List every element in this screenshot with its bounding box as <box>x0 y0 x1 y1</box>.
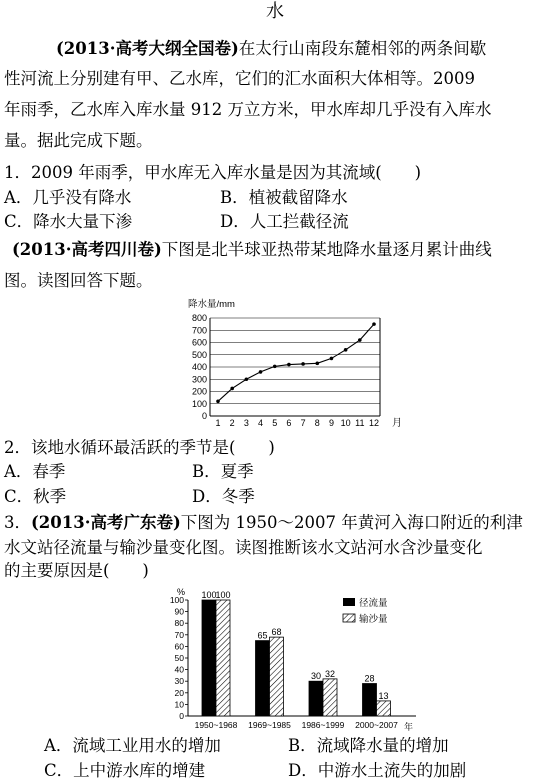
chart2-y-tick-label: 10 <box>174 699 184 710</box>
chart1-point <box>259 370 263 374</box>
chart1-point <box>245 377 249 381</box>
precipitation-chart <box>180 296 410 432</box>
q3-option-d[interactable]: D．中游水土流失的加剧 <box>288 761 467 780</box>
q2-option-a[interactable]: A．春季 <box>4 462 66 481</box>
q3-line1 <box>4 513 523 533</box>
chart1-point <box>230 387 234 391</box>
chart2-y-tick-label: 60 <box>174 641 184 652</box>
chart2-year-unit: 年 <box>404 722 414 732</box>
chart2-y-tick-label: 20 <box>174 687 184 698</box>
chart2-category-label: 1986~1999 <box>301 720 345 730</box>
chart1-gridlines <box>210 318 380 416</box>
chart1-x-tick-label: 6 <box>286 418 292 428</box>
q2-option-b[interactable]: B．夏季 <box>192 462 254 481</box>
chart1-y-ticks <box>192 313 207 421</box>
chart2-y-tick-label: 100 <box>169 595 184 605</box>
chart1-y-tick-label: 200 <box>191 386 207 397</box>
legend-sediment-label: 输沙量 <box>359 614 388 625</box>
passage2-source: (2013·高考四川卷) <box>12 240 162 259</box>
q3-line2: 水文站径流量与输沙量变化图。读图推断该水文站河水含沙量变化 <box>4 538 483 557</box>
chart1-x-tick-label: 11 <box>355 418 365 428</box>
legend-sediment-swatch <box>343 614 355 622</box>
sediment-bar <box>216 600 230 716</box>
q2-stem: 2．该地水循环最活跃的季节是( ) <box>4 438 275 457</box>
chart1-x-tick-label: 4 <box>258 418 264 428</box>
runoff-bar <box>202 600 216 716</box>
q3-line3: 的主要原因是( ) <box>4 561 149 580</box>
chart1-point <box>273 365 277 369</box>
q3-option-c[interactable]: C．上中游水库的增建 <box>44 761 206 780</box>
chart2-y-unit: % <box>177 587 186 597</box>
chart2-category-label: 2000~2007 <box>355 720 398 730</box>
chart2-data-label: 65 <box>257 630 268 641</box>
chart1-point <box>372 322 376 326</box>
chart1-point <box>315 362 319 366</box>
q3-number: 3． <box>4 513 31 532</box>
chart2-data-label: 32 <box>324 668 336 679</box>
chart1-x-tick-label: 5 <box>272 418 278 428</box>
chart2-category-label: 1969~1985 <box>248 720 291 730</box>
passage1-line1 <box>56 39 486 59</box>
chart1-series-line <box>218 324 374 401</box>
chart1-y-tick-label: 600 <box>191 337 207 348</box>
passage2-line1-text: 下图是北半球亚热带某地降水量逐月累计曲线 <box>161 240 492 259</box>
q3-option-b[interactable]: B．流域降水量的增加 <box>288 736 449 755</box>
passage1-line3: 年雨季，乙水库入库水量 912 万立方米，甲水库却几乎没有入库水 <box>4 100 492 119</box>
q3-line1-text: 下图为 1950～2007 年黄河入海口附近的利津 <box>180 513 523 532</box>
passage2-line2: 图。读图回答下题。 <box>4 271 153 290</box>
chart1-point <box>287 363 291 367</box>
chart1-y-tick-label: 700 <box>191 325 207 336</box>
chart1-y-tick-label: 300 <box>191 374 207 385</box>
q1-option-a[interactable]: A．几乎没有降水 <box>4 188 132 207</box>
q2-option-d[interactable]: D．冬季 <box>192 487 255 506</box>
chart1-x-tick-label: 7 <box>300 418 306 428</box>
chart1-x-tick-label: 1 <box>215 418 221 428</box>
chart2-y-tick-label: 50 <box>174 653 184 663</box>
passage1-line2: 性河流上分别建有甲、乙水库，它们的汇水面积大体相等。2009 <box>4 69 475 88</box>
chart1-x-ticks <box>215 418 379 428</box>
q1-option-b[interactable]: B．植被截留降水 <box>220 188 348 207</box>
chart1-x-tick-label: 8 <box>314 418 320 428</box>
chart1-y-tick-label: 100 <box>191 398 207 409</box>
q1-stem: 1．2009 年雨季，甲水库无入库水量是因为其流域( ) <box>4 163 422 182</box>
q3-source: (2013·高考广东卷) <box>31 513 181 532</box>
chart1-point <box>330 357 334 361</box>
chart1-x-tick-label: 3 <box>243 418 249 428</box>
chart2-legend <box>343 597 388 625</box>
passage2-line1 <box>12 240 492 260</box>
page-title: 水 <box>266 1 284 22</box>
legend-runoff-swatch <box>343 598 355 606</box>
chart2-data-label: 30 <box>310 671 322 682</box>
chart1-ylabel: 降水量/mm <box>188 299 235 310</box>
chart1-points <box>216 322 376 403</box>
chart1-x-tick-label: 10 <box>340 418 351 428</box>
chart1-x-tick-label: 2 <box>229 418 235 428</box>
chart1-point <box>216 400 220 404</box>
q3-option-a[interactable]: A．流域工业用水的增加 <box>44 736 221 755</box>
chart2-data-label: 28 <box>364 673 375 684</box>
passage1-line4: 量。据此完成下题。 <box>4 131 153 150</box>
chart1-y-tick-label: 800 <box>191 313 207 323</box>
chart2-data-label: 100 <box>201 590 217 600</box>
chart1-x-tick-label: 12 <box>368 418 380 428</box>
legend-runoff-label: 径流量 <box>359 598 388 609</box>
passage1-source: (2013·高考大纲全国卷) <box>56 39 239 58</box>
chart1-month-unit: 月 <box>392 418 402 429</box>
sediment-bar <box>377 701 391 716</box>
chart1-y-tick-label: 500 <box>191 349 207 360</box>
runoff-bar <box>256 641 270 716</box>
runoff-sediment-chart <box>168 585 428 735</box>
q2-option-c[interactable]: C．秋季 <box>4 487 67 506</box>
passage1-line1-text: 在太行山南段东麓相邻的两条间歇 <box>238 39 487 58</box>
chart1-y-tick-label: 0 <box>201 411 207 421</box>
runoff-bar <box>363 684 377 716</box>
q1-option-c[interactable]: C．降水大量下渗 <box>4 212 133 231</box>
chart2-data-label: 13 <box>378 690 389 701</box>
chart2-category-label: 1950~1968 <box>194 720 238 730</box>
chart2-y-tick-label: 0 <box>179 711 184 721</box>
chart1-y-tick-label: 400 <box>191 362 207 372</box>
chart2-y-tick-label: 30 <box>174 676 184 687</box>
chart2-data-label: 100 <box>215 590 231 600</box>
chart2-y-tick-label: 90 <box>174 606 184 617</box>
sediment-bar <box>323 679 337 716</box>
chart2-y-tick-label: 70 <box>174 629 184 640</box>
chart1-x-tick-label: 9 <box>328 418 334 428</box>
chart2-data-label: 68 <box>271 627 282 638</box>
runoff-bar <box>309 681 323 716</box>
chart2-category-labels <box>195 720 399 730</box>
chart2-y-tick-label: 80 <box>174 618 184 629</box>
sediment-bar <box>270 637 284 716</box>
chart1-point <box>344 348 348 352</box>
q1-option-d[interactable]: D．人工拦截径流 <box>220 212 349 231</box>
chart1-point <box>301 362 305 366</box>
chart2-y-tick-label: 40 <box>174 664 184 675</box>
chart1-point <box>358 338 362 342</box>
